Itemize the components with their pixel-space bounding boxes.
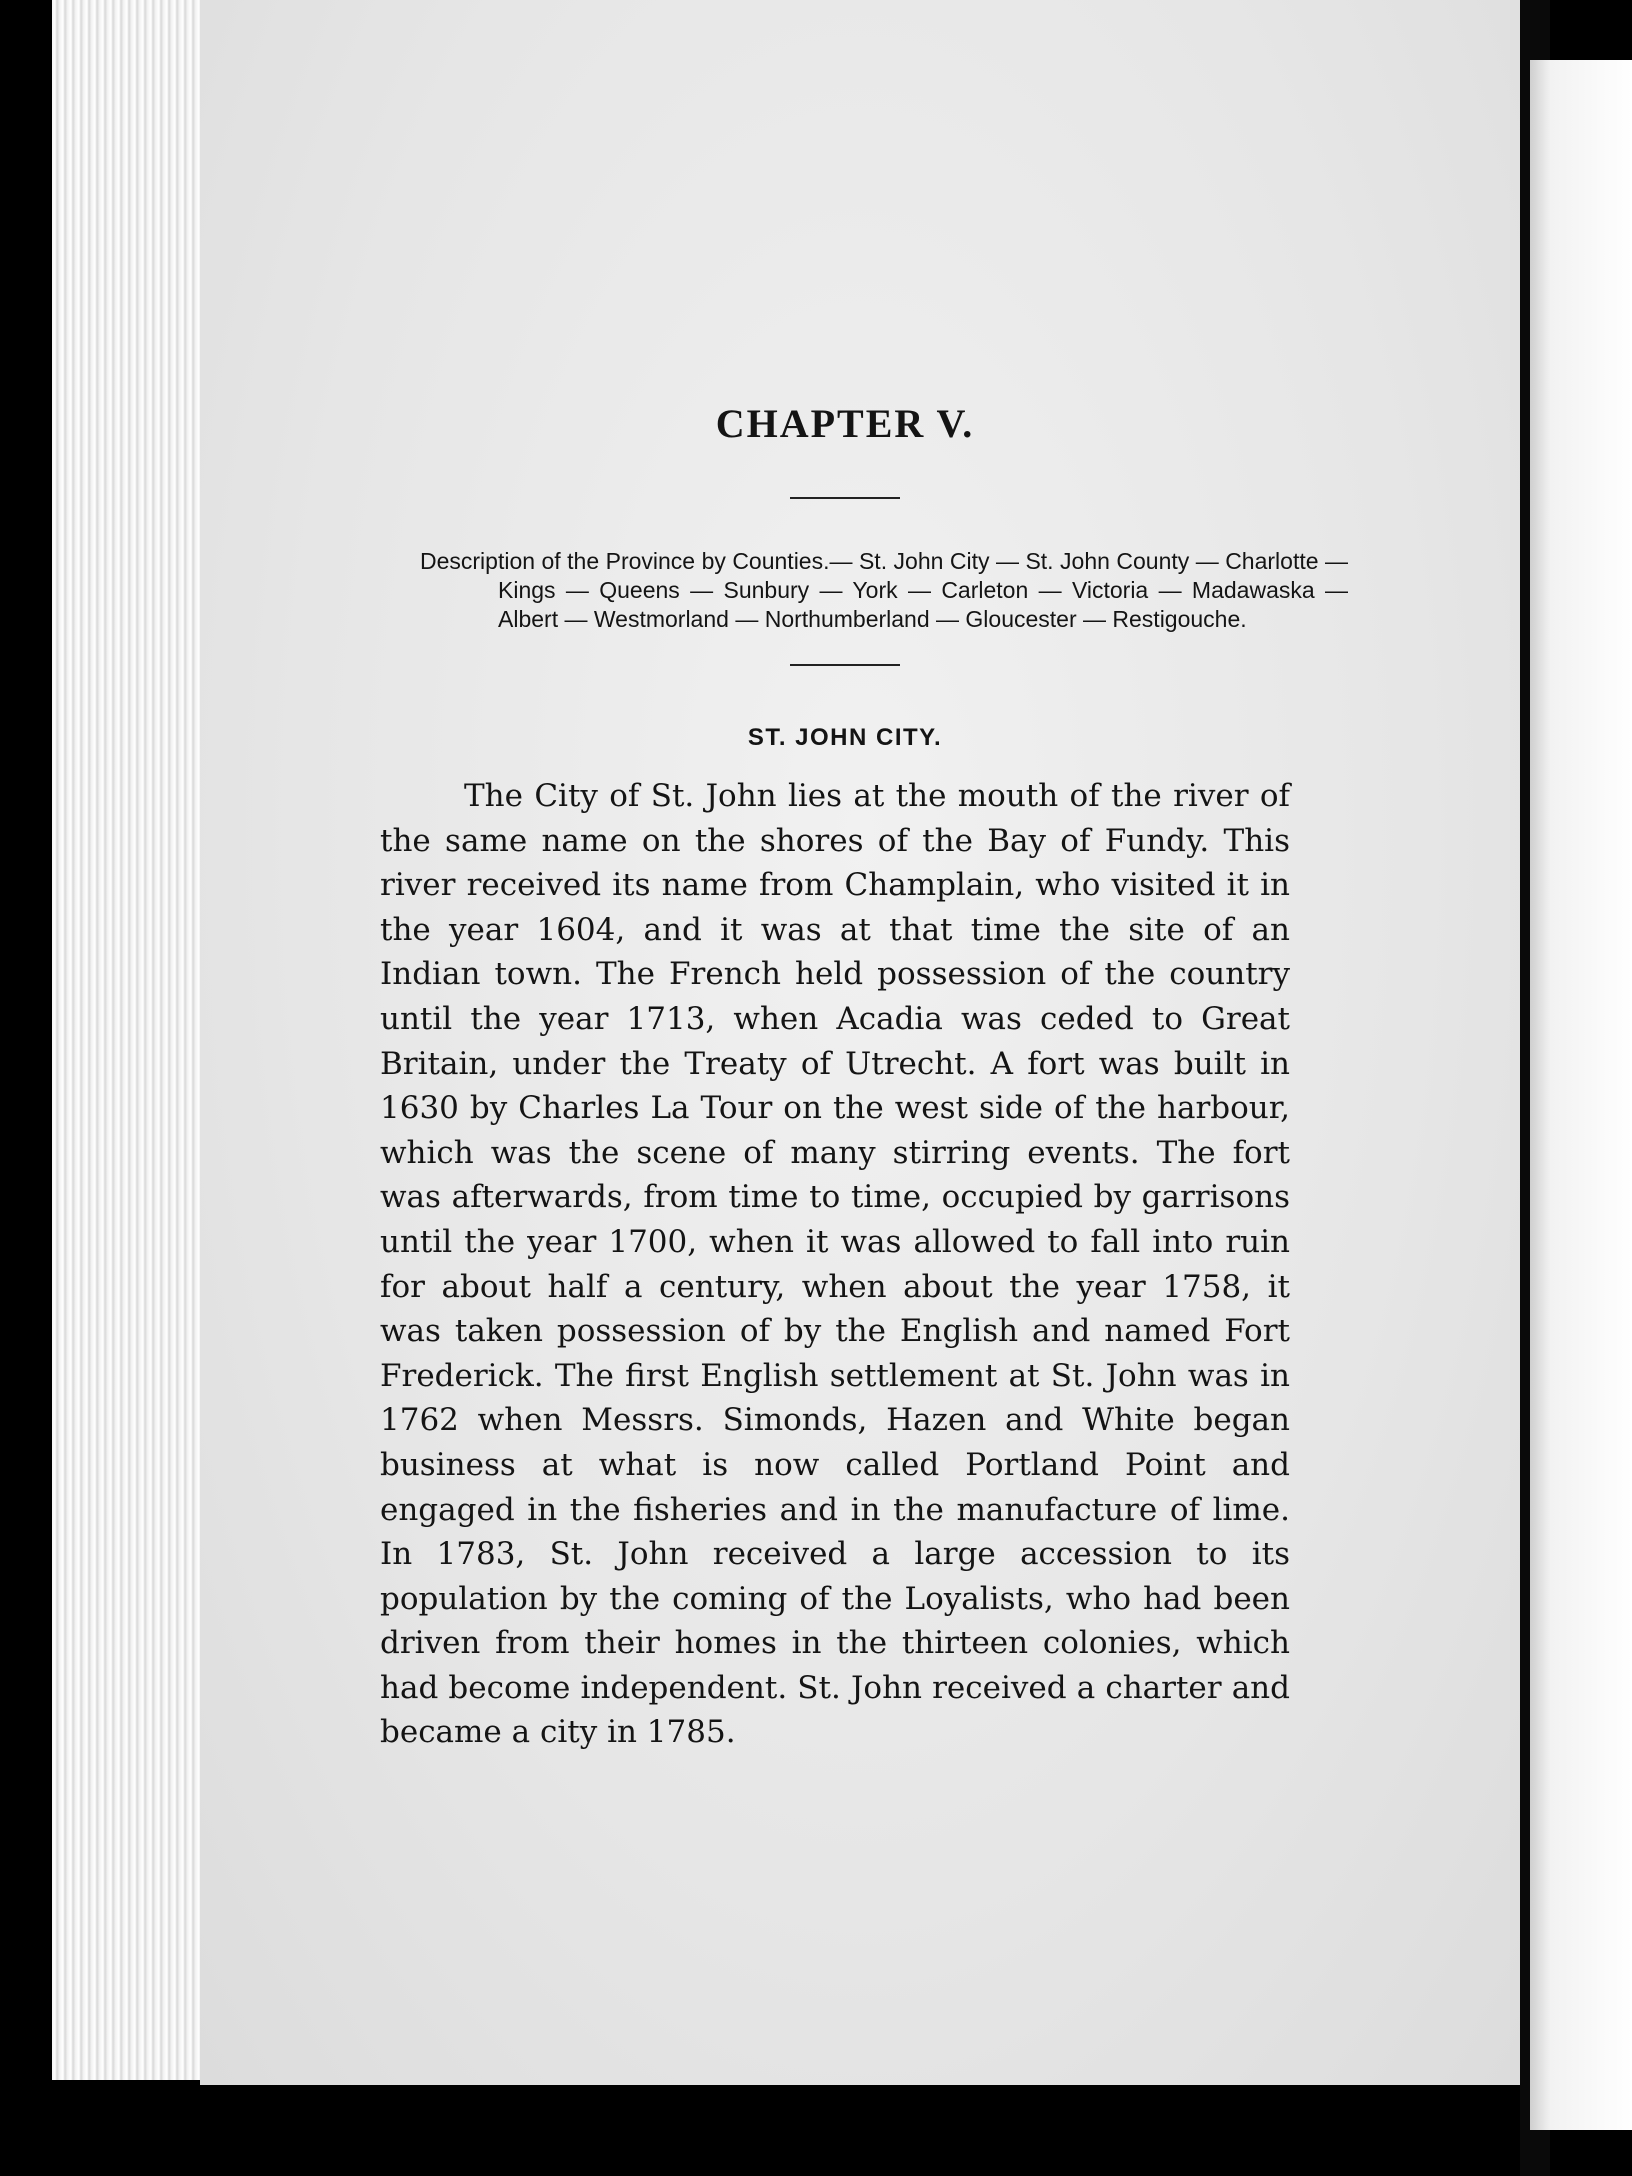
- page-content: [380, 380, 1348, 1755]
- section-body-paragraph: The City of St. John lies at the mouth of the river of the same name on the shores of the Bay of Fundy. This river received its name from Champlain, who visited it in the year 1604, and it was at that time the site of an Indian town. The French held possession of the country until the year 1713, when Acadia was ceded to Great Britain, under the Treaty of Utrecht. A fort was built in 1630 by Charles La Tour on the west side of the harbour, which was the scene of many stirring events. The fort was afterwards, from time to time, occupied by garrisons until the year 1700, when it was allowed to fall into ruin for about half a century, when about the year 1758, it was taken possession of by the English and named Fort Frederick. The first English settlement at St. John was in 1762 when Messrs. Simonds, Hazen and White began business at what is now called Portland Point and engaged in the fisheries and in the manufacture of lime. In 1783, St. John received a large accession to its population by the coming of the Loyalists, who had been driven from their homes in the thirteen colonies, which had become independent. St. John received a charter and became a city in 1785.: [380, 778, 1290, 1751]
- chapter-title: CHAPTER V.: [715, 401, 975, 446]
- chapter-synopsis: Description of the Province by Counties.— St. John City — St. John County — Charlotte — Kings — Queens — Sunbury — York — Carleton — Victoria — Madawaska — Albert — Westmorland — Northumberland — Gloucester — Restigouche.: [420, 548, 1348, 632]
- divider-rule: [790, 497, 900, 499]
- page-edges: [52, 0, 222, 2080]
- adjacent-page-edge: [1530, 60, 1632, 2130]
- section-heading: ST. JOHN CITY.: [747, 724, 943, 751]
- divider-rule: [790, 664, 900, 666]
